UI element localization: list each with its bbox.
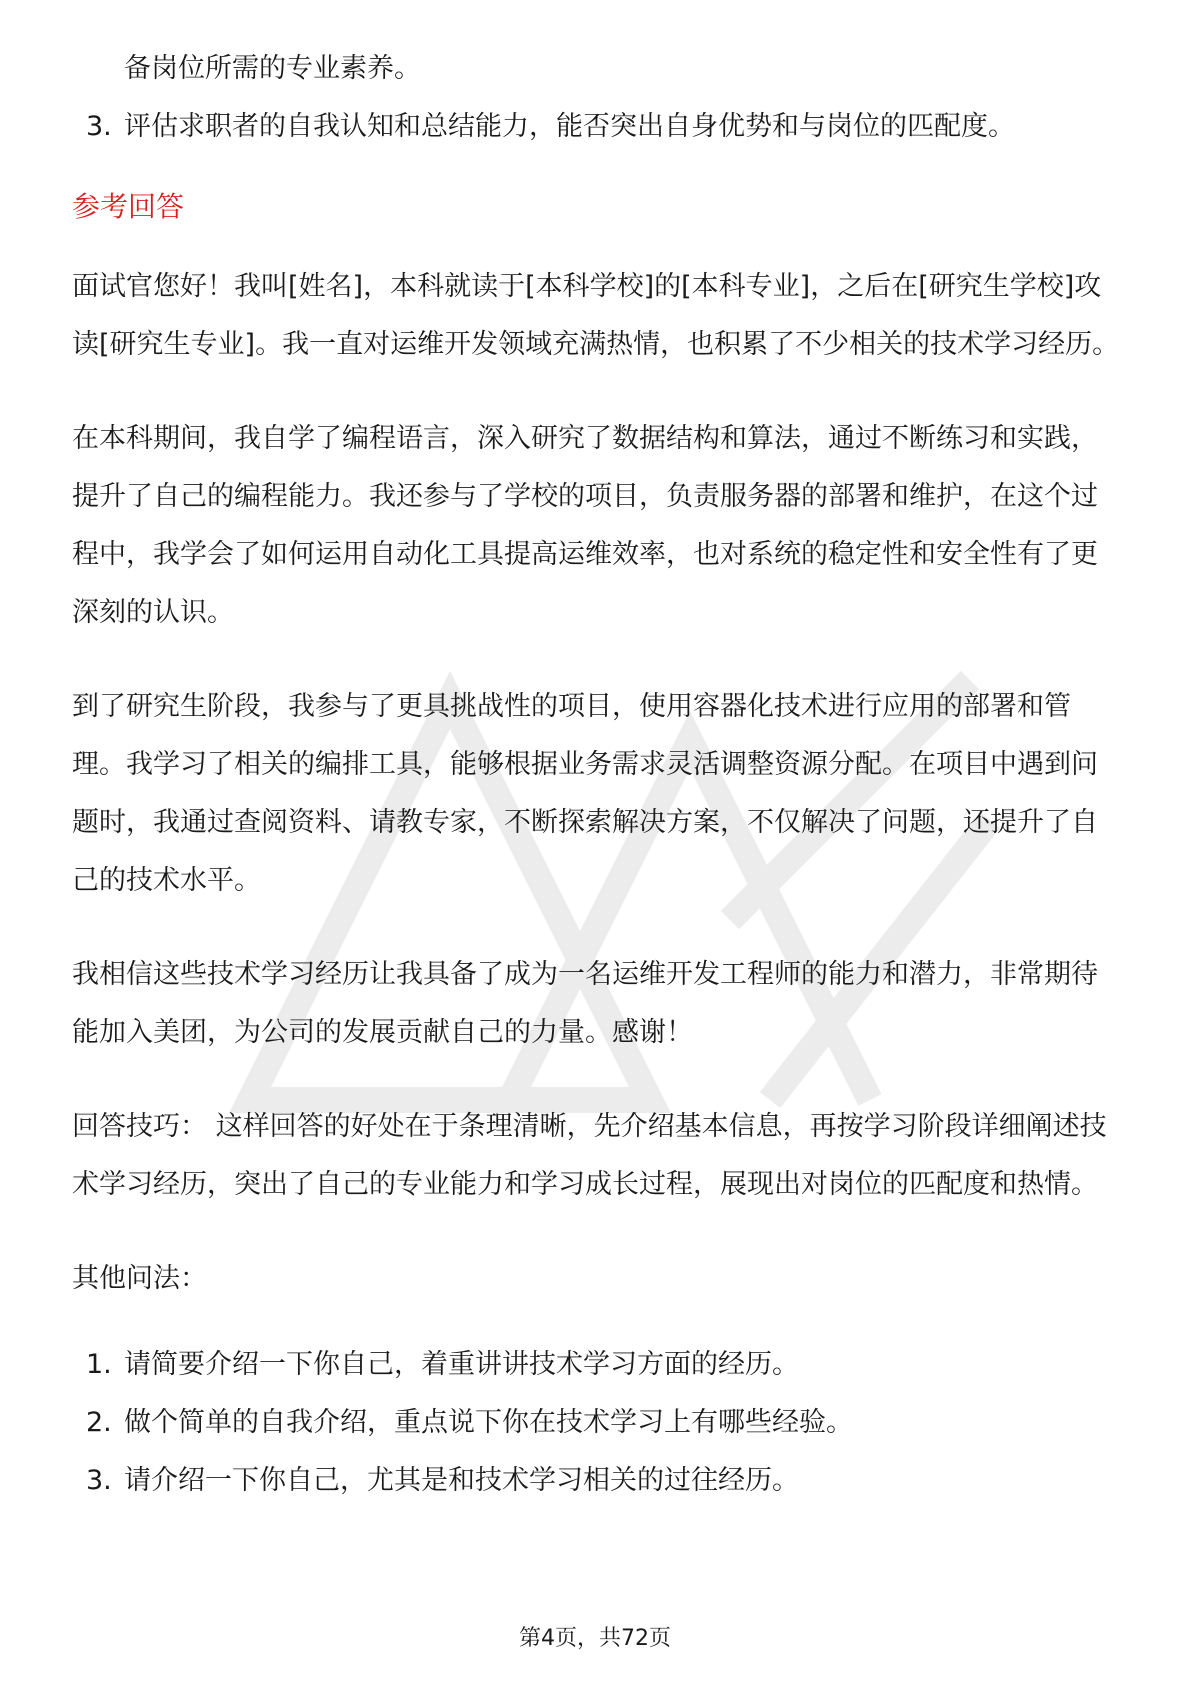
answer-tip: 回答技巧： 这样回答的好处在于条理清晰，先介绍基本信息，再按学习阶段详细阐述技术学习经历，突出了自己的专业能力和学习成长过程，展现出对岗位的匹配度和热情。 — [72, 1111, 1107, 1200]
document-page — [72, 40, 1122, 1510]
list-item — [72, 1452, 1122, 1510]
list-item-text: 请简要介绍一下你自己，着重讲讲技术学习方面的经历。 — [124, 1349, 799, 1380]
answer-paragraph-2: 在本科期间，我自学了编程语言，深入研究了数据结构和算法，通过不断练习和实践，提升了自己的编程能力。我还参与了学校的项目，负责服务器的部署和维护，在这个过程中，我学会了如何运用自动化工具提高运维效率，也对系统的稳定性和安全性有了更深刻的认识。 — [72, 423, 1098, 628]
list-item-text: 评估求职者的自我认知和总结能力，能否突出自身优势和与岗位的匹配度。 — [124, 111, 1015, 142]
answer-paragraph-3: 到了研究生阶段，我参与了更具挑战性的项目，使用容器化技术进行应用的部署和管理。我学习了相关的编排工具，能够根据业务需求灵活调整资源分配。在项目中遇到问题时，我通过查阅资料、请教专家，不断探索解决方案，不仅解决了问题，还提升了自己的技术水平。 — [72, 691, 1098, 896]
list-item-number: 3. — [86, 1465, 112, 1496]
list-item — [72, 1394, 1122, 1452]
other-questions-label: 其他问法： — [72, 1263, 207, 1294]
list-item-number: 3. — [86, 111, 112, 142]
list-item-text: 做个简单的自我介绍，重点说下你在技术学习上有哪些经验。 — [124, 1407, 853, 1438]
page-footer: 第4页，共72页 — [519, 1626, 671, 1651]
list-continuation: 备岗位所需的专业素养。 — [124, 53, 421, 84]
section-heading: 参考回答 — [72, 190, 185, 223]
list-item — [72, 98, 1122, 156]
list-item-number: 2. — [86, 1407, 112, 1438]
list-item — [72, 1336, 1122, 1394]
list-item-text: 请介绍一下你自己，尤其是和技术学习相关的过往经历。 — [124, 1465, 799, 1496]
answer-paragraph-4: 我相信这些技术学习经历让我具备了成为一名运维开发工程师的能力和潜力，非常期待能加入美团，为公司的发展贡献自己的力量。感谢！ — [72, 959, 1098, 1048]
answer-paragraph-1: 面试官您好！我叫[姓名]，本科就读于[本科学校]的[本科专业]，之后在[研究生学校]攻读[研究生专业]。我一直对运维开发领域充满热情，也积累了不少相关的技术学习经历。 — [72, 271, 1120, 360]
list-item-number: 1. — [86, 1349, 112, 1380]
